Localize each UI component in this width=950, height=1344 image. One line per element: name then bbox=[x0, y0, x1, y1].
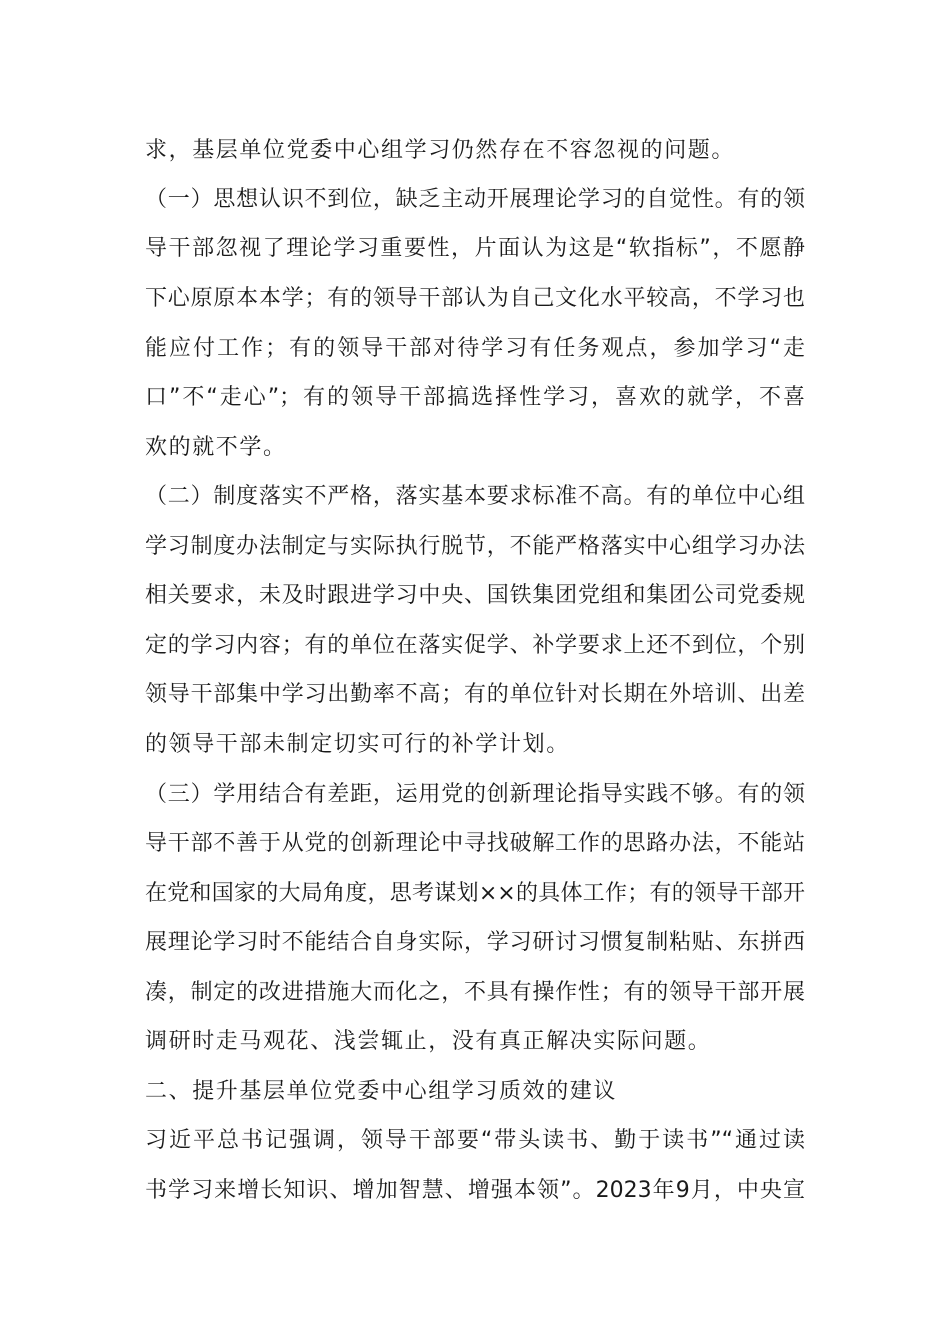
text-line: 导干部不善于从党的创新理论中寻找破解工作的思路办法，不能站 bbox=[145, 831, 805, 856]
text-line: 在党和国家的大局角度，思考谋划××的具体工作；有的领导干部开 bbox=[145, 881, 805, 906]
text-line: 领导干部集中学习出勤率不高；有的单位针对长期在外培训、出差 bbox=[145, 682, 805, 707]
text-line: 求，基层单位党委中心组学习仍然存在不容忽视的问题。 bbox=[145, 138, 736, 163]
text-line: 定的学习内容；有的单位在落实促学、补学要求上还不到位，个别 bbox=[145, 633, 805, 658]
text-line: 相关要求，未及时跟进学习中央、国铁集团党组和集团公司党委规 bbox=[145, 583, 805, 608]
text-line: 的领导干部未制定切实可行的补学计划。 bbox=[145, 732, 570, 757]
text-line: 口”不“走心”；有的领导干部搞选择性学习，喜欢的就学，不喜 bbox=[145, 385, 805, 410]
text-line: （一）思想认识不到位，缺乏主动开展理论学习的自觉性。有的领 bbox=[145, 187, 805, 212]
text-line: 导干部忽视了理论学习重要性，片面认为这是“软指标”，不愿静 bbox=[145, 236, 805, 261]
text-line: （三）学用结合有差距，运用党的创新理论指导实践不够。有的领 bbox=[145, 782, 805, 807]
text-line: 调研时走马观花、浅尝辄止，没有真正解决实际问题。 bbox=[145, 1029, 712, 1054]
text-line: 展理论学习时不能结合自身实际，学习研讨习惯复制粘贴、东拼西 bbox=[145, 930, 805, 955]
text-line: 下心原原本本学；有的领导干部认为自己文化水平较高，不学习也 bbox=[145, 286, 805, 311]
text-line: （二）制度落实不严格，落实基本要求标准不高。有的单位中心组 bbox=[145, 484, 805, 509]
text-line: 能应付工作；有的领导干部对待学习有任务观点，参加学习“走 bbox=[145, 336, 805, 361]
text-line: 凑，制定的改进措施大而化之，不具有操作性；有的领导干部开展 bbox=[145, 980, 805, 1005]
text-line: 学习制度办法制定与实际执行脱节，不能严格落实中心组学习办法 bbox=[145, 534, 805, 559]
text-line: 习近平总书记强调，领导干部要“带头读书、勤于读书”“通过读 bbox=[145, 1128, 805, 1153]
text-line: 书学习来增长知识、增加智慧、增强本领”。2023年9月，中央宣 bbox=[145, 1178, 805, 1203]
section-heading: 二、提升基层单位党委中心组学习质效的建议 bbox=[145, 1079, 618, 1104]
text-line: 欢的就不学。 bbox=[145, 435, 287, 460]
